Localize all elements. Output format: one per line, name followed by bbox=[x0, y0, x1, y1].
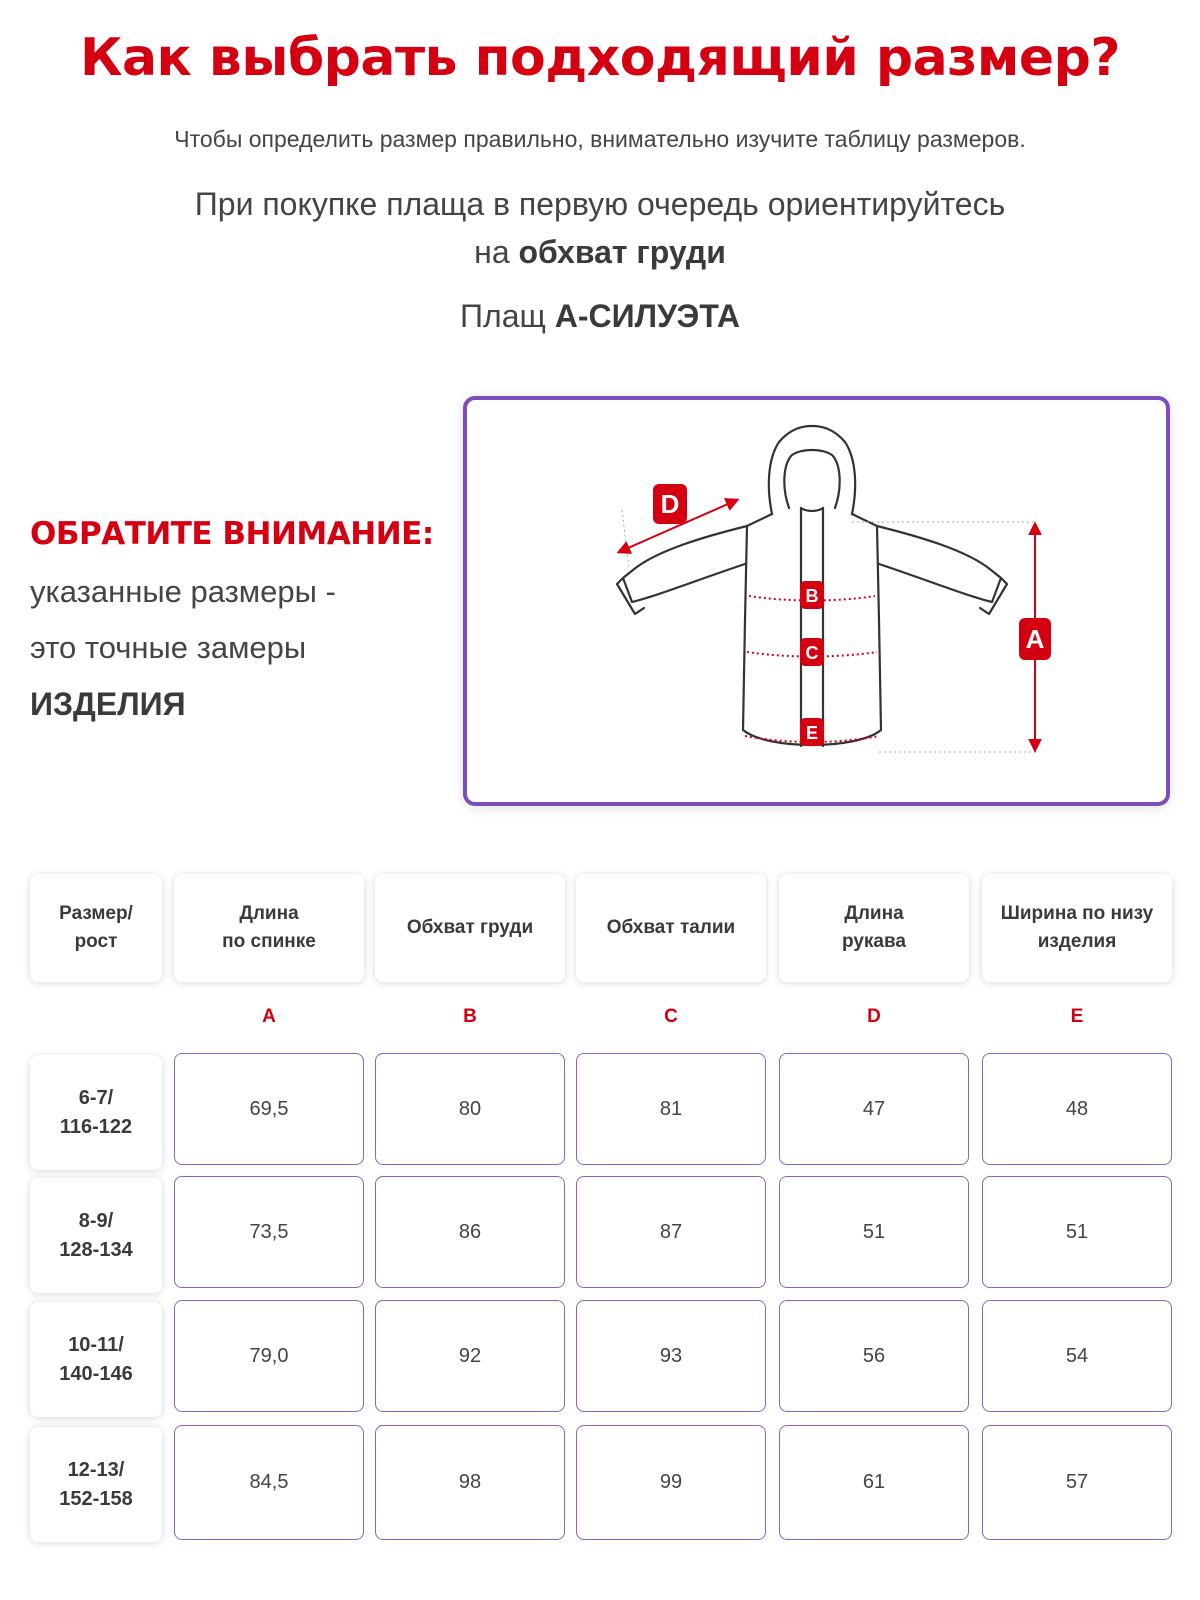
size-text: 128-134 bbox=[59, 1238, 133, 1261]
attention-block bbox=[30, 516, 450, 732]
table-cell bbox=[174, 1300, 364, 1412]
table-cell bbox=[375, 1425, 565, 1540]
table-cell bbox=[375, 1300, 565, 1412]
table-header-cell bbox=[576, 874, 766, 982]
table-header-text: Ширина по низу bbox=[1000, 903, 1154, 924]
table-header-text: Размер/ bbox=[59, 903, 133, 924]
table-header-text: Длина bbox=[239, 903, 299, 924]
model-name bbox=[0, 298, 1200, 335]
size-text: 140-146 bbox=[59, 1362, 133, 1385]
table-cell bbox=[174, 1176, 364, 1288]
table-cell bbox=[982, 1176, 1172, 1288]
table-cell-value: 87 bbox=[659, 1220, 683, 1243]
table-cell-value: 84,5 bbox=[249, 1471, 289, 1493]
coat-diagram bbox=[467, 400, 1166, 802]
table-cell bbox=[576, 1176, 766, 1288]
table-header-text: Обхват талии bbox=[606, 917, 736, 938]
attention-heading: ОБРАТИТЕ ВНИМАНИЕ: bbox=[30, 516, 434, 552]
table-cell-value: 81 bbox=[659, 1097, 683, 1120]
label-badge-e bbox=[800, 718, 824, 746]
fit-note-line2 bbox=[0, 228, 1200, 276]
table-header-text: Длина bbox=[844, 903, 904, 924]
table-header-text: по спинке bbox=[222, 931, 316, 952]
table-cell-value: 48 bbox=[1065, 1097, 1089, 1120]
table-cell-value: 56 bbox=[862, 1344, 886, 1367]
table-cell-value: 51 bbox=[862, 1220, 886, 1243]
size-text: 6-7/ bbox=[78, 1086, 114, 1109]
table-cell-value: 93 bbox=[659, 1344, 683, 1367]
table-cell bbox=[982, 1053, 1172, 1165]
label-a: A bbox=[1025, 624, 1045, 654]
table-cell-value: 69,5 bbox=[249, 1097, 289, 1120]
table-cell-value: 47 bbox=[862, 1097, 886, 1120]
size-cell bbox=[30, 1427, 162, 1542]
table-cell bbox=[174, 1425, 364, 1540]
table-cell-value: 57 bbox=[1065, 1471, 1089, 1493]
label-b: B bbox=[805, 586, 819, 606]
attention-line3: ИЗДЕЛИЯ bbox=[30, 686, 186, 722]
page-subtitle: Чтобы определить размер правильно, внимательно изучите таблицу размеров. bbox=[174, 126, 1026, 152]
table-cell bbox=[174, 1053, 364, 1165]
size-text: 116-122 bbox=[59, 1115, 133, 1138]
measurement-diagram bbox=[463, 396, 1170, 806]
fit-note-line1: При покупке плаща в первую очередь ориентируйтесь bbox=[194, 186, 1006, 222]
column-letter: A bbox=[262, 1006, 276, 1027]
table-header-text: Обхват груди bbox=[406, 917, 534, 938]
table-cell bbox=[779, 1176, 969, 1288]
model-prefix: Плащ bbox=[460, 298, 555, 334]
table-cell-value: 98 bbox=[458, 1471, 482, 1493]
table-cell bbox=[375, 1176, 565, 1288]
label-badge-c bbox=[800, 638, 824, 666]
fit-note bbox=[0, 180, 1200, 276]
table-header-cell bbox=[375, 874, 565, 982]
table-cell bbox=[779, 1053, 969, 1165]
table-cell-value: 73,5 bbox=[249, 1220, 289, 1243]
table-header-text: рост bbox=[74, 931, 118, 952]
size-cell bbox=[30, 1302, 162, 1417]
table-cell bbox=[779, 1425, 969, 1540]
label-d: D bbox=[660, 489, 680, 519]
table-cell bbox=[982, 1300, 1172, 1412]
size-cell bbox=[30, 1178, 162, 1293]
table-header-cell bbox=[779, 874, 969, 982]
size-text: 10-11/ bbox=[68, 1333, 124, 1356]
size-text: 12-13/ bbox=[67, 1458, 125, 1481]
table-cell bbox=[779, 1300, 969, 1412]
label-badge-b bbox=[800, 581, 824, 609]
size-text: 152-158 bbox=[59, 1487, 133, 1510]
column-letter: C bbox=[664, 1006, 678, 1027]
table-cell-value: 54 bbox=[1065, 1344, 1089, 1367]
page-title: Как выбрать подходящий размер? bbox=[79, 28, 1121, 88]
column-letter: E bbox=[1070, 1006, 1084, 1027]
attention-line1: указанные размеры - bbox=[30, 574, 336, 609]
size-text: 8-9/ bbox=[78, 1209, 114, 1232]
table-cell-value: 79,0 bbox=[249, 1344, 289, 1367]
column-letter: D bbox=[867, 1006, 881, 1027]
table-header-cell bbox=[174, 874, 364, 982]
table-cell-value: 99 bbox=[659, 1471, 683, 1493]
table-cell-value: 86 bbox=[458, 1220, 482, 1243]
fit-note-emphasis: обхват груди bbox=[518, 234, 726, 270]
model-silhouette: А-СИЛУЭТА bbox=[554, 298, 740, 334]
label-e: E bbox=[805, 723, 819, 743]
table-header-text: рукава bbox=[842, 931, 906, 952]
table-cell bbox=[576, 1300, 766, 1412]
attention-line2: это точные замеры bbox=[30, 630, 307, 665]
table-cell-value: 51 bbox=[1065, 1220, 1089, 1243]
table-cell bbox=[576, 1053, 766, 1165]
table-cell-value: 61 bbox=[862, 1471, 886, 1493]
table-header-cell bbox=[30, 874, 162, 982]
label-badge-a bbox=[1019, 618, 1051, 660]
column-letter: B bbox=[463, 1006, 477, 1027]
table-header-cell bbox=[982, 874, 1172, 982]
fit-note-prefix: на bbox=[474, 234, 519, 270]
table-cell-value: 92 bbox=[458, 1344, 482, 1367]
table-cell bbox=[576, 1425, 766, 1540]
label-badge-d bbox=[653, 484, 687, 524]
table-cell bbox=[982, 1425, 1172, 1540]
table-cell-value: 80 bbox=[458, 1097, 482, 1120]
table-cell bbox=[375, 1053, 565, 1165]
table-header-text: изделия bbox=[1037, 931, 1117, 952]
label-c: C bbox=[805, 643, 819, 663]
size-cell bbox=[30, 1055, 162, 1170]
